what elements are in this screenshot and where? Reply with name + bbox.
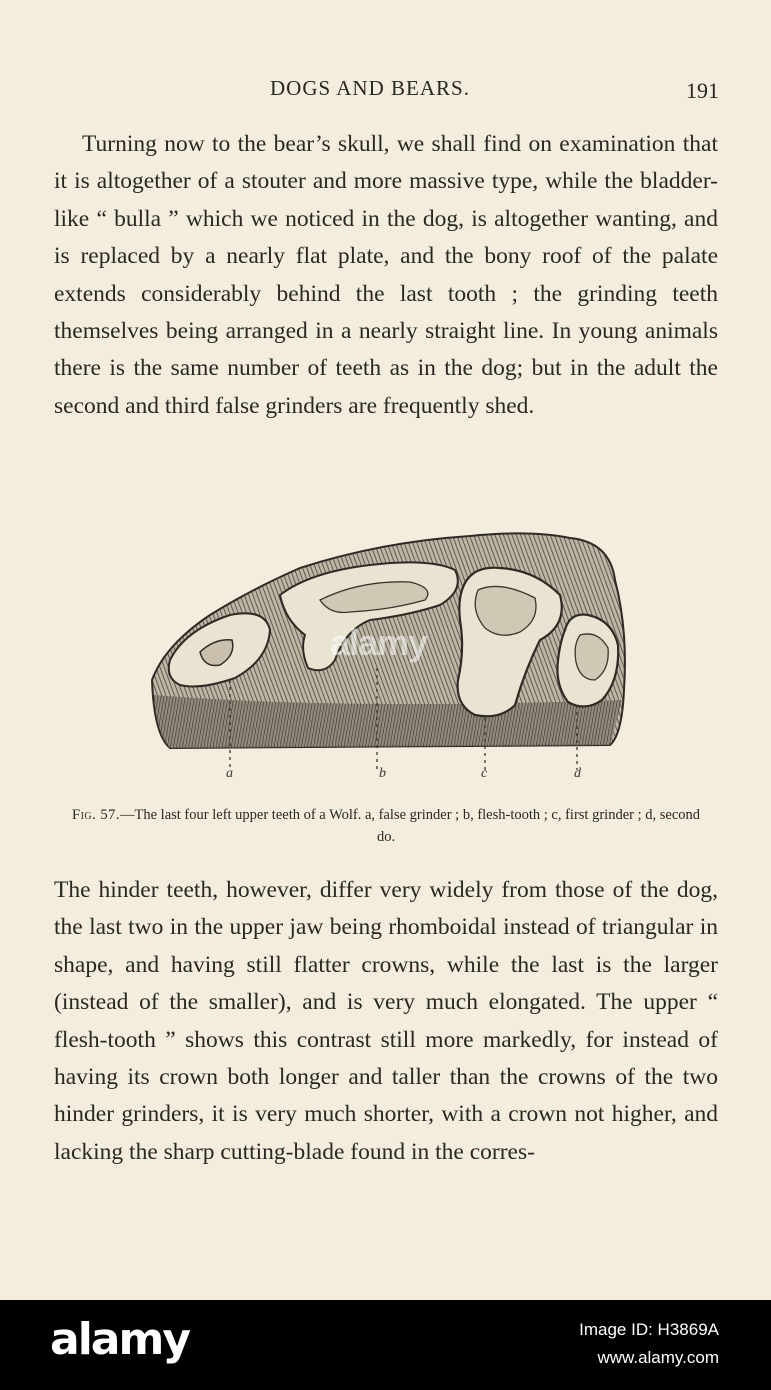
image-id: Image ID: H3869A bbox=[579, 1320, 719, 1339]
figure-label-a: a bbox=[226, 766, 233, 781]
running-head bbox=[0, 76, 771, 106]
alamy-watermark: alamy bbox=[330, 622, 428, 663]
figure-label-b: b bbox=[379, 766, 386, 781]
page-number: 191 bbox=[686, 78, 719, 103]
paragraph-2: The hinder teeth, however, differ very widely from those of the dog, the last two in the upper jaw being rhomboidal instead of triangular in shape, and having still flatter crowns, while the last is the larger (instead of the smaller), and is very much elongated. The upper “ flesh-tooth ” shows this contrast still more markedly, for instead of having its crown both longer and taller than the crowns of the two hinder grinders, it is very much shorter, with a crown not higher, and lacking the sharp cutting-blade found in the corres- bbox=[54, 877, 718, 1165]
figure-label-c: c bbox=[481, 766, 488, 781]
figure-number: Fig. 57. bbox=[72, 807, 120, 823]
site-url[interactable]: www.alamy.com bbox=[597, 1348, 719, 1367]
figure-caption-text: —The last four left upper teeth of a Wolf. a, false grinder ; b, flesh-tooth ; c, first grinder ; d, second do. bbox=[120, 807, 700, 845]
running-title: DOGS AND BEARS. bbox=[270, 76, 470, 100]
paragraph-1: Turning now to the bear’s skull, we shall find on examination that it is altogether of a stouter and more massive type, while the bladder-like “ bulla ” which we noticed in the dog, is altogether wanting, and is replaced by a nearly flat plate, and the bony roof of the palate extends considerably behind the last tooth ; the grinding teeth themselves being arranged in a nearly straight line. In young animals there is the same number of teeth as in the dog; but in the adult the second and third false grinders are frequently shed. bbox=[54, 131, 718, 419]
alamy-logo[interactable]: alamy bbox=[50, 1314, 189, 1365]
figure-caption bbox=[66, 804, 706, 848]
figure-label-d: d bbox=[574, 766, 581, 781]
